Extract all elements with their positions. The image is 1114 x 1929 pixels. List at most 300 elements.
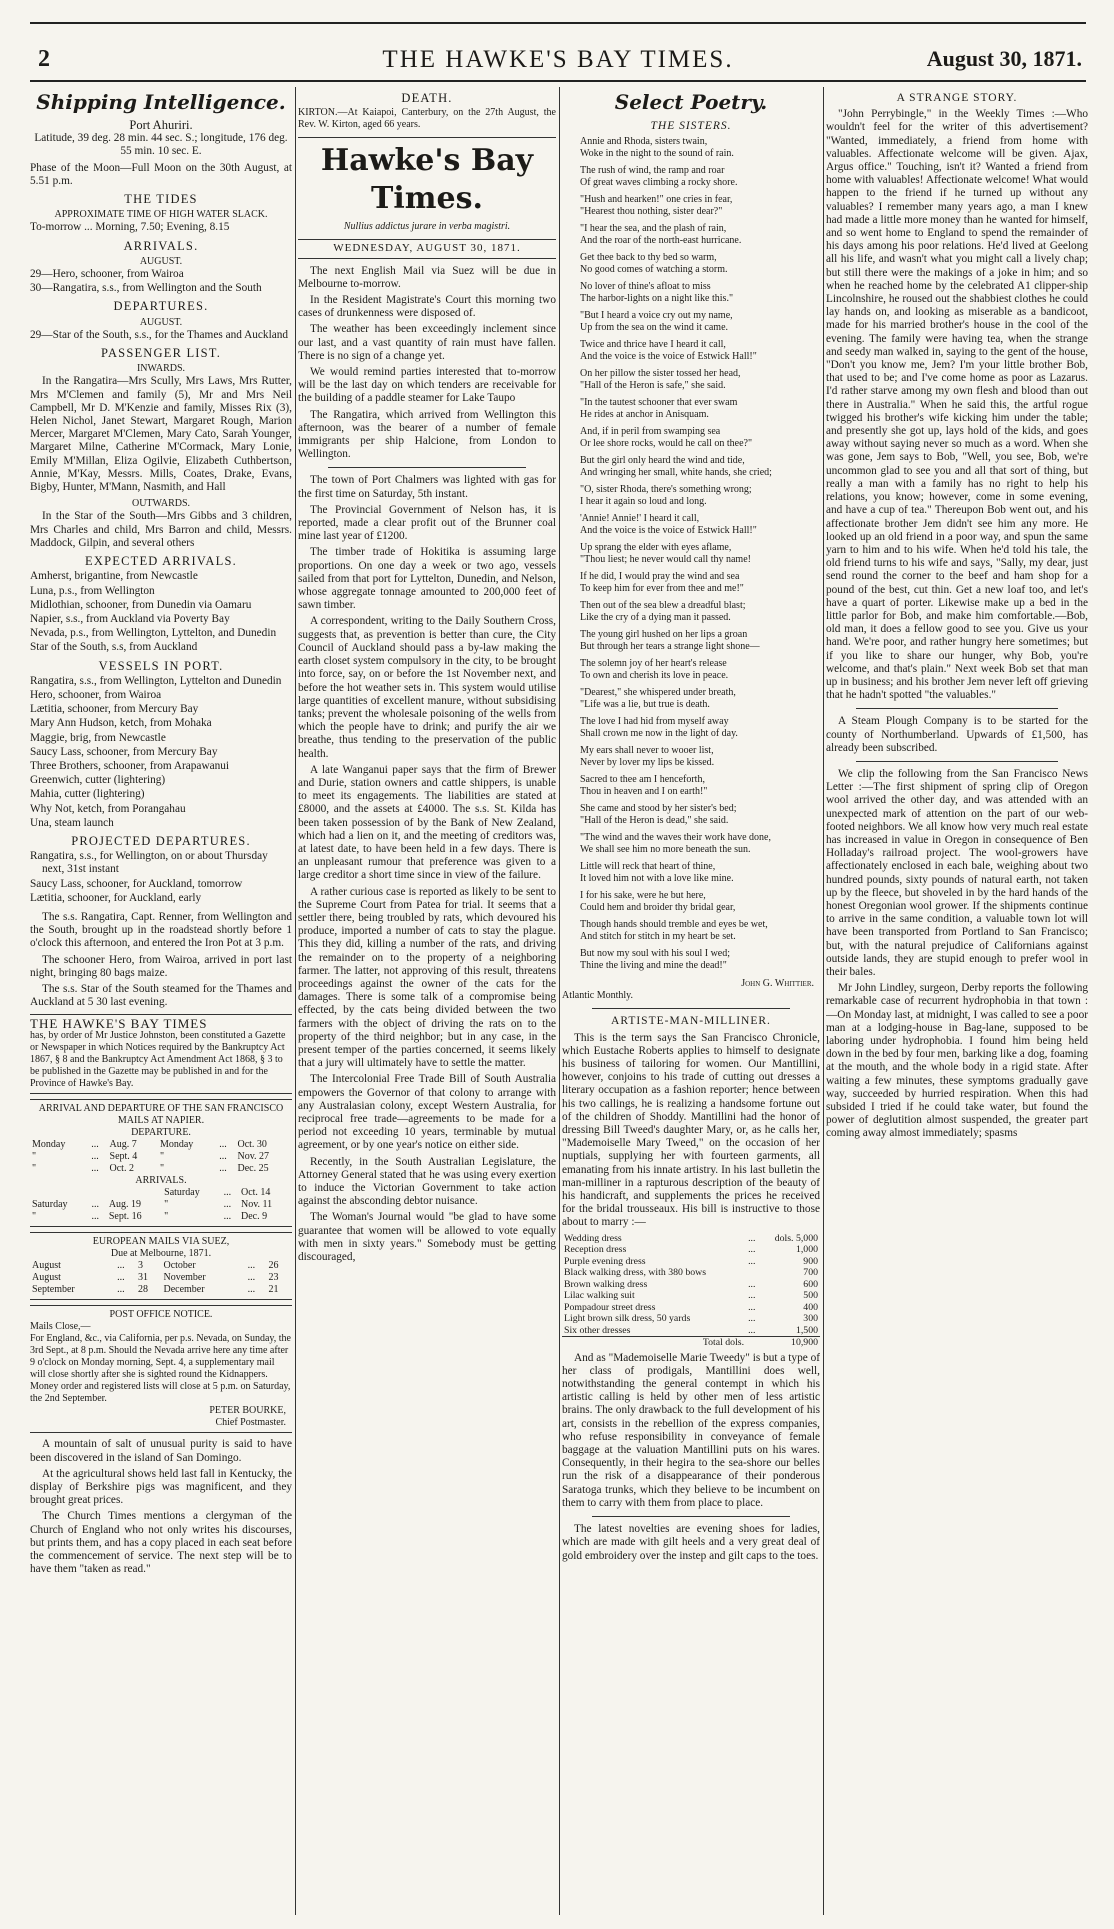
poem-line: No lover of thine's afloat to miss <box>580 281 711 293</box>
poem-stanza <box>580 397 820 421</box>
poem-stanza <box>580 252 820 276</box>
list-item: Lætitia, schooner, from Mercury Bay <box>30 703 199 716</box>
table-cell: Wedding dress <box>564 1232 622 1244</box>
poem-stanza <box>580 426 820 450</box>
editorial-paragraph: We would remind parties interested that to-morrow will be the last day on which tenders are receivable for the building of a paddle steamer for Lake Taupo <box>298 366 556 405</box>
poem-line: The harbor-lights on a night like this." <box>580 293 734 305</box>
table-row <box>562 1279 820 1291</box>
departures-month: AUGUST. <box>139 316 183 328</box>
poem-stanza <box>580 339 820 363</box>
table-cell: " <box>32 1151 37 1163</box>
news-paragraph: The Woman's Journal would "be glad to have some guarantee that women will be allowed to vote equally with men in sixty years." Somebody must be getting discouraged, <box>298 1211 556 1264</box>
poem-line: On her pillow the sister tossed her head, <box>580 368 741 380</box>
poem-line: The young girl hushed on her lips a groan <box>580 629 748 641</box>
table-row <box>562 1267 820 1279</box>
table-cell: 1,000 <box>795 1244 818 1256</box>
poem-stanza <box>580 861 820 885</box>
paper-motto: Nullius addictus jurare in verba magistri. <box>343 221 511 233</box>
table-cell: Sept. 16 <box>108 1211 142 1223</box>
table-cell: September <box>32 1284 75 1296</box>
list-item: Saucy Lass, schooner, from Mercury Bay <box>30 745 218 758</box>
poem-line: He rides at anchor in Anisquam. <box>580 409 709 421</box>
paper-title: THE HAWKE'S BAY TIMES. <box>382 46 734 73</box>
port-name: Port Ahuriri. <box>129 118 193 132</box>
poem-line: Sacred to thee am I henceforth, <box>580 774 705 786</box>
list-item: Rangatira, s.s., for Wellington, on or about Thursday next, 31st instant <box>30 850 268 876</box>
table-cell: ... <box>219 1151 227 1163</box>
table-cell: Brown walking dress <box>564 1278 648 1290</box>
gazette-notice <box>30 1014 292 1094</box>
table-row <box>30 1284 292 1296</box>
poem-stanza <box>580 136 820 160</box>
table-cell: Lilac walking suit <box>564 1290 635 1302</box>
section-divider <box>328 467 526 468</box>
passenger-title: PASSENGER LIST. <box>100 346 222 361</box>
post-title: POST OFFICE NOTICE. <box>109 1309 213 1321</box>
masthead-rule <box>30 80 1086 82</box>
poem-line: The rush of wind, the ramp and roar <box>580 165 725 177</box>
poem-line: And, if in peril from swamping sea <box>580 426 721 438</box>
table-cell: Monday <box>32 1139 66 1151</box>
poem-stanza <box>580 803 820 827</box>
mails-arrivals-table <box>30 1187 292 1223</box>
poem-line: Thine the living and mine the dead!" <box>580 960 727 972</box>
list-item: Greenwich, cutter (lightering) <box>30 774 166 787</box>
list-item: 29—Hero, schooner, from Wairoa <box>30 268 184 281</box>
outwards-label: OUTWARDS. <box>131 498 191 510</box>
list-item: Napier, s.s., from Auckland via Poverty Bay <box>30 612 230 625</box>
poem-line: "O, sister Rhoda, there's something wrong; <box>580 484 752 496</box>
table-cell <box>746 1337 760 1349</box>
poem-line: "But I heard a voice cry out my name, <box>580 310 733 322</box>
poem-line: No good comes of watching a storm. <box>580 264 728 276</box>
list-item: Hero, schooner, from Wairoa <box>30 688 162 701</box>
poem-line: Or lee shore rocks, would he call on thee?" <box>580 438 753 450</box>
expected-title: EXPECTED ARRIVALS. <box>85 554 237 569</box>
poem-stanza <box>580 629 820 653</box>
table-cell: Oct. 14 <box>240 1187 271 1199</box>
poem-line: To keep him for ever from thee and me!" <box>580 583 744 595</box>
list-item: Midlothian, schooner, from Dunedin via Oamaru <box>30 598 252 611</box>
table-cell: August <box>32 1260 61 1272</box>
news-paragraph: A Steam Plough Company is to be started for the county of Northumberland. Upwards of £1,500, has already been subscribed. <box>826 715 1088 754</box>
table-cell: Monday <box>159 1139 194 1151</box>
poem-line: My ears shall never to wooer list, <box>580 745 714 757</box>
list-item: Mary Ann Hudson, ketch, from Mohaka <box>30 717 212 730</box>
projected-title: PROJECTED DEPARTURES. <box>71 833 251 848</box>
table-cell: ... <box>219 1163 227 1175</box>
table-total-row <box>562 1337 820 1349</box>
arrivals-title: ARRIVALS. <box>123 238 199 253</box>
mails-title: ARRIVAL AND DEPARTURE OF THE SAN FRANCISCO MAILS AT NAPIER. <box>38 1103 284 1127</box>
list-item: Una, steam launch <box>30 816 114 829</box>
poem-line: "Thou liest; he never would call thy name! <box>580 554 751 566</box>
table-row <box>30 1139 292 1151</box>
poem-stanza <box>580 600 820 624</box>
column-divider <box>823 87 824 1915</box>
poem-line: Woke in the night to the sound of rain. <box>580 148 734 160</box>
table-row <box>30 1272 292 1284</box>
poem-line: And the voice is the voice of Estwick Hall!" <box>580 351 757 363</box>
section-divider <box>856 761 1058 762</box>
table-cell: 26 <box>268 1260 279 1272</box>
san-francisco-mails <box>30 1099 292 1227</box>
list-item: Lætitia, schooner, for Auckland, early <box>30 891 202 904</box>
table-cell: " <box>164 1199 169 1211</box>
list-item: Why Not, ketch, from Porangahau <box>30 802 186 815</box>
poem-line: We shall see him no more beneath the sun. <box>580 844 751 856</box>
news-paragraph: The Intercolonial Free Trade Bill of South Australia empowers the Governor of that colony to arrange with any Australasian colony, except Western Australia, for reciprocal free trade—agreements to be made for a period not exceeding 10 years, terminable by mutual agreement, or by one year's notice on either side. <box>298 1073 556 1152</box>
table-cell: 500 <box>803 1290 818 1302</box>
poem-line: "Dearest," she whispered under breath, <box>580 687 736 699</box>
gazette-notice-body: has, by order of Mr Justice Johnston, been constituted a Gazette or Newspaper in which Notices required by the Bankruptcy Act 1867, § 8 and the Bankruptcy Act Amendment Act 1868, § 3 to be published in the Gazette may be published in and for the Province of Hawke's Bay. <box>30 1030 286 1090</box>
poem-line: "Hall of the Heron is safe," she said. <box>580 380 726 392</box>
poem-stanza <box>580 571 820 595</box>
list-item: Maggie, brig, from Newcastle <box>30 731 166 744</box>
poem-source: Atlantic Monthly. <box>562 990 634 1002</box>
arrivals-month: AUGUST. <box>139 255 183 267</box>
table-cell: ... <box>91 1199 100 1211</box>
table-cell: 3 <box>138 1260 144 1272</box>
table-cell: ... <box>748 1244 756 1256</box>
news-paragraph: We clip the following from the San Francisco News Letter :—The first shipment of spring clip of Oregon wool arrived the other day, and was attended with an unexpected mark of attention on the part of our web-footed neighbors. We all know how very much real estate has increased in value in Oregon in consequence of Ben Holladay's railroad project. The wool-growers have affectionately enclosed in each bale, weighing about two hundred pounds, sixty pounds of natural earth, not taken up by the fleece, but shoveled in by the hard hands of the honest Oregonian wool grower. If the shipments continue to arrive in the same condition, a valuable town lot will have been transported from Portland to San Francisco; but, with the natural prejudice of Californians against outside lands, they are stupid enough to prefer wool in their bales. <box>826 767 1088 978</box>
mails-arrivals-label: ARRIVALS. <box>135 1175 187 1187</box>
table-row <box>562 1290 820 1302</box>
poem-line: The solemn joy of her heart's release <box>580 658 727 670</box>
poem-stanza <box>580 890 820 914</box>
news-paragraph: Mr John Lindley, surgeon, Derby reports the following remarkable case of recurrent hydrophobia in that town :—On Monday last, at midnight, I was called to see a poor man at a lodging-house in Bag-lane, supposed to be laboring under hydrophobia. I found him being held down in the bed by four men, barking like a dog, foaming at the mouth, and the whole body in a rigid state. After waiting a few minutes, these symptoms gradually gave way, succeeded by hurried respiration. When this had subsided I tried if he could take water, but found the power of deglutition almost suspended, the greater part coming away almost immediately; spasms <box>826 982 1088 1140</box>
vessels-title: VESSELS IN PORT. <box>98 658 224 673</box>
table-cell: 300 <box>803 1313 818 1325</box>
table-cell: Six other dresses <box>564 1324 631 1336</box>
table-cell: ... <box>223 1199 232 1211</box>
table-cell: ... <box>247 1260 256 1272</box>
poem-line: Twice and thrice have I heard it call, <box>580 339 726 351</box>
page-number: 2 <box>38 46 50 72</box>
poem-line: I for his sake, were he but here, <box>580 890 706 902</box>
poem-stanza <box>580 455 820 479</box>
section-divider <box>592 1008 790 1009</box>
poem-line: Up sprang the elder with eyes aflame, <box>580 542 732 554</box>
poem-line: "The wind and the waves their work have done, <box>580 832 771 844</box>
poem-line: Then out of the sea blew a dreadful blast; <box>580 600 746 612</box>
artiste-paragraph: And as "Mademoiselle Marie Tweedy" is but a type of her class of prodigals, Mantillini does well, notwithstanding the general contempt in which his artistic calling is held by other men of less artistic brains. The only drawback to the full development of his art, consists in the rebellion of the express companies, who refuse responsibility in conveyance of female baggage at the valuation Mantillini puts on his wares. Consequently, in their hegira to the sea-shore our belles run the risk of a disappearance of their ponderous Saratoga trunks, which they believe to be incumbent on them to carry with them from place to place. <box>562 1351 820 1509</box>
poetry-heading: Select Poetry. <box>614 90 768 114</box>
editorial-paragraph: The weather has been exceedingly inclement since our last, and a vast quantity of rain must have fallen. There is no sign of a change yet. <box>298 323 556 362</box>
poem-stanza <box>580 542 820 566</box>
table-cell: Light brown silk dress, 50 yards <box>564 1313 691 1325</box>
euro-mails-title: EUROPEAN MAILS VIA SUEZ, <box>92 1236 230 1248</box>
list-item: Luna, p.s., from Wellington <box>30 584 155 597</box>
mails-departure-table <box>30 1139 292 1175</box>
table-row <box>562 1302 820 1314</box>
inwards-list: In the Rangatira—Mrs Scully, Mrs Laws, Mrs Rutter, Mrs M'Clemen and family (5), Mr and Mrs Neil Campbell, Mr D. M'Kenzie and family, Misses Rix (3), Helen Nichol, Janet Stewart, Margaret Rough, Marion Mercer, Margaret M'Clemen, Mary Cato, Sarah Younger, Margaret Milne, Catherine M'Cormack, Mary Lonie, Emily M'Millan, Eliza Ogilvie, Elizabeth Cuthbertson, Annie, M'Kay, Messrs. Mills, Coates, Drake, Evans, Bigby, Hunter, M'Mann, Nasmith, and Hall <box>30 375 292 494</box>
news-paragraph: The town of Port Chalmers was lighted with gas for the first time on Saturday, 5th instant. <box>298 474 556 500</box>
table-cell: ... <box>748 1255 756 1267</box>
table-cell: Reception dress <box>564 1244 627 1256</box>
tides-title: THE TIDES <box>124 192 198 207</box>
table-cell: 900 <box>803 1255 818 1267</box>
table-cell: Dec. 25 <box>237 1163 269 1175</box>
table-row <box>30 1260 292 1272</box>
column-3 <box>562 87 820 1919</box>
table-cell: ... <box>748 1301 756 1313</box>
table-row <box>30 1199 292 1211</box>
list-item: Nevada, p.s., from Wellington, Lyttelton, and Dunedin <box>30 627 277 640</box>
poem-stanza <box>580 687 820 711</box>
post-signature-title: Chief Postmaster. <box>215 1417 286 1429</box>
death-notice: KIRTON.—At Kaiapoi, Canterbury, on the 27th August, the Rev. W. Kirton, aged 66 years. <box>298 107 556 131</box>
table-cell: Nov. 11 <box>240 1199 273 1211</box>
table-cell: " <box>159 1151 165 1163</box>
story-title: A STRANGE STORY. <box>896 92 1018 104</box>
news-paragraph: A late Wanganui paper says that the firm of Brewer and Durie, station owners and cattle shippers, is unable to meet its engagements. The liabilities are stated at £8000, and the assets at £4000. The s.s. St. Kilda has been taken possession of by the Bank of New Zealand, which had a lien on it, and the meeting of creditors was, at latest date, to have been held in a few days. There is an unpleasant rumour that preference was given to a large creditor a short time since in view of the failure. <box>298 763 556 882</box>
column-divider <box>295 87 296 1915</box>
list-item: Mahia, cutter (lightering) <box>30 788 145 801</box>
list-item: Saucy Lass, schooner, for Auckland, tomorrow <box>30 877 243 890</box>
table-cell: Saturday <box>32 1199 68 1211</box>
table-cell: 400 <box>803 1301 818 1313</box>
artiste-paragraph: This is the term says the San Francisco Chronicle, which Eustache Roberts applies to himself to designate his business of tailoring for women. Our Mantillini, however, conjoins to his trade of cutting out dresses a literary occupation as a fashion reporter; hence between his two callings, he is realizing a handsome fortune out of the children of Shoddy. Mantillini had the honor of dressing Bill Tweed's daughter Mary, or, as he calls her, "Mademoiselle Mary Tweed," on the occasion of her nuptials, supplying her with fourteen garments, all emanating from his innate artistry. In his last bulletin the man-milliner in a rapturous description of the beauty of his handicraft, and supplements the prices he received for the bridal trousseaux. His bill is instructive to those about to marry :— <box>562 1031 820 1229</box>
port-position: Latitude, 39 deg. 28 min. 44 sec. S.; longitude, 176 deg. 55 min. 10 sec. E. <box>34 132 288 158</box>
table-row <box>562 1313 820 1325</box>
table-cell: 31 <box>138 1272 149 1284</box>
poem-stanza <box>580 832 820 856</box>
news-paragraph: The latest novelties are evening shoes for ladies, which are made with gilt heels and a very great deal of gold embroidery over the instep and gilt caps to the toes. <box>562 1523 820 1562</box>
poem-stanza <box>580 223 820 247</box>
shipping-paragraph: The s.s. Star of the South steamed for the Thames and Auckland at 5 30 last evening. <box>30 982 292 1009</box>
table-cell: August <box>32 1272 61 1284</box>
death-title: DEATH. <box>401 91 453 105</box>
table-cell: 1,500 <box>795 1324 818 1336</box>
table-cell: Sept. 4 <box>109 1151 138 1163</box>
table-cell: ... <box>117 1284 125 1296</box>
euro-mails-table <box>30 1260 292 1296</box>
table-cell <box>107 1187 162 1199</box>
table-cell: " <box>32 1163 37 1175</box>
poem-stanza <box>580 484 820 508</box>
euro-mails-subtitle: Due at Melbourne, 1871. <box>110 1248 212 1260</box>
poem-line: "Hearest thou nothing, sister dear?" <box>580 206 723 218</box>
column-divider <box>559 87 560 1915</box>
table-row <box>30 1163 292 1175</box>
tides-line: To-morrow ... Morning, 7.50; Evening, 8.15 <box>30 221 230 234</box>
table-cell: Aug. 7 <box>109 1139 137 1151</box>
table-cell: Dec. 9 <box>240 1211 268 1223</box>
table-cell: ... <box>91 1151 99 1163</box>
shipping-paragraph: The s.s. Rangatira, Capt. Renner, from Wellington and the South, brought up in the roadstead shortly before 1 o'clock this afternoon, and entered the Iron Pot at 3 p.m. <box>30 910 292 950</box>
poem-line: "I hear the sea, and the plash of rain, <box>580 223 727 235</box>
poem-line: "Life was a lie, but true is death. <box>580 699 710 711</box>
paper-name-heading: Hawke's Bay Times. <box>298 137 556 218</box>
table-cell: 21 <box>268 1284 279 1296</box>
gazette-notice-title: THE HAWKE'S BAY TIMES <box>30 1016 208 1032</box>
table-row <box>30 1211 292 1223</box>
poem-line: Thou in heaven and I on earth!" <box>580 786 708 798</box>
list-item: 29—Star of the South, s.s., for the Thames and Auckland <box>30 328 289 341</box>
editorial-dateline: WEDNESDAY, AUGUST 30, 1871. <box>298 239 556 258</box>
poem-line: And the roar of the north-east hurricane. <box>580 235 742 247</box>
table-cell: ... <box>91 1163 99 1175</box>
poem-line: It loved him not with a love like mine. <box>580 873 734 885</box>
table-cell: October <box>163 1260 196 1272</box>
table-cell <box>90 1187 107 1199</box>
table-cell: 28 <box>138 1284 149 1296</box>
poem-line: To own and cherish its love in peace. <box>580 670 729 682</box>
table-cell: 23 <box>268 1272 279 1284</box>
table-cell: Black walking dress, with 380 bows <box>564 1267 707 1279</box>
post-note: Money order and registered lists will close at 5 p.m. on Saturday, the 2nd September. <box>30 1381 291 1405</box>
poem-line: The love I had hid from myself away <box>580 716 729 728</box>
list-item: Amherst, brigantine, from Newcastle <box>30 570 198 583</box>
post-signature: PETER BOURKE, <box>209 1405 286 1417</box>
european-mails <box>30 1232 292 1300</box>
news-paragraph: A correspondent, writing to the Daily Southern Cross, suggests that, as prevention is better than cure, the City Council of Auckland should pass a by-law making the earth closet system compulsory in the city, to be brought into force, say, on or before the 1st November next, and before the hot weather sets in. This system would utilise large quantities of excellent manure, without subsidising tanks; prevent the wholesale poisoning of the wells from which the people have to drink; and purify the air we breathe, thus tending to the preservation of the public health. <box>298 615 556 760</box>
poem-stanza <box>580 368 820 392</box>
table-cell: November <box>163 1272 206 1284</box>
poem-line: Little will reck that heart of thine, <box>580 861 716 873</box>
table-cell: ... <box>748 1313 756 1325</box>
poem-line: Like the cry of a dying man it passed. <box>580 612 731 624</box>
poem-line: I hear it again so loud and long. <box>580 496 707 508</box>
poem-line: Of great waves climbing a rocky shore. <box>580 177 738 189</box>
news-paragraph: At the agricultural shows held last fall in Kentucky, the display of Berkshire pigs was magnificent, and they brought great prices. <box>30 1467 292 1507</box>
list-item: Three Brothers, schooner, from Arapawanui <box>30 759 230 772</box>
list-item: Rangatira, s.s., from Wellington, Lyttelton and Dunedin <box>30 674 282 687</box>
poem-line: But now my soul with his soul I wed; <box>580 948 731 960</box>
poem-stanza <box>580 774 820 798</box>
poem-line: 'Annie! Annie!' I heard it call, <box>580 513 700 525</box>
poem-stanza <box>580 513 820 537</box>
table-cell <box>746 1267 760 1279</box>
table-cell: ... <box>117 1272 125 1284</box>
table-cell: ... <box>748 1232 756 1244</box>
section-divider <box>592 1516 790 1517</box>
table-cell: ... <box>748 1278 756 1290</box>
table-row <box>30 1151 292 1163</box>
table-cell: 600 <box>803 1278 818 1290</box>
inwards-label: INWARDS. <box>136 363 186 375</box>
table-cell: Pompadour street dress <box>564 1301 656 1313</box>
column-4 <box>826 87 1088 1919</box>
poem-line: And the voice is the voice of Estwick Hall!" <box>580 525 757 537</box>
table-cell: Saturday <box>164 1187 200 1199</box>
list-item: Star of the South, s.s, from Auckland <box>30 641 198 654</box>
poem-stanza <box>580 658 820 682</box>
poem-stanza <box>580 310 820 334</box>
poem-line: Could hem and broider thy bridal gear, <box>580 902 736 914</box>
story-paragraph: "John Perrybingle," in the Weekly Times :—Who wouldn't feel for the writer of this advertisement? "Wanted, immediately, a friend from home with valuables. Affectionate welcome will be given. Ajax, Argus office." Touching, isn't it? Wanted a friend from home with valuables! Affectionate welcome! What would happen to the friend if he turned up without any valuables? I remember many years ago, a man I knew had made a little more money than he wanted for himself, and so went home to England to spend the remainder of his days among his poor relations. He'd lived at Geelong all his life, and wasn't what you might call a lively chap; but still there were the makings of a joke in him; and so when he reached home by the celebrated A1 clipper-ship Lincolnshire, he roused out the shabbiest clothes he could lay hands on, and looking as miserable as a bandicoot, made for his married brother's house in the cool of the evening. The family were having tea, when the strange and seedy man walked in, saying to the gent of the house, "Don't you know me, Jem? I'm your little brother Bob, that used to be; and I've come home as poor as Lazarus. I'd rather starve among my own flesh and blood than out there in Australia." When he said this, the artful rogue twigged his brother's wife kicking him under the table; and presently she got up, lays hold of the kids, and goes away without saying never so much as a word. When she was gone, Jem says to Bob, "Well, you see, Bob, we're uncommon glad to see you and all that sort of thing, but really a man with a family has no right to help his relations, you know; however, come in some evening, and have a cup of tea." Thereupon Bob went out, and his affectionate brother Jem didn't see him any more. He looked up an old friend in a poor way, and spun the same yarn to him and to his wife. When he'd told his tale, the old friend turns to his wife and says, "Sally, my dear, just send round the corner to the beef and ham shop for a pound of the best, cut thin. Get a new loaf too, and let's have a quart of porter. Likewise make up a bed in the little parlor for Bob, and make him comfortable.—Bob, old man, it does a fellow good to see you. Give us your hand. We're poor, and rather hungry here sometimes; but if you like to share our hunger, why Bob, you're welcome, and that's plain." Next week Bob set that man up in business; and his brother Jem never left off grieving that he hadn't spotted "the valuables." <box>826 108 1088 702</box>
table-cell: Aug. 19 <box>108 1199 142 1211</box>
table-cell: dols. 5,000 <box>774 1232 818 1244</box>
post-body: For England, &c., via California, per p.s. Nevada, on Sunday, the 3rd Sept., at 8 p.m. Should the Nevada arrive here any time after 9 o'clock on Monday morning, Sept. 4, a supplementary mail will close shortly after she is sighted round the Kidnappers. <box>30 1333 291 1381</box>
poem-stanza <box>580 745 820 769</box>
post-close: Mails Close,— <box>30 1321 91 1333</box>
poem-line: And wringing her small, white hands, she cried; <box>580 467 772 479</box>
poem-line: But through her tears a strange light shone— <box>580 641 760 653</box>
table-cell: ... <box>223 1211 232 1223</box>
news-paragraph: Recently, in the South Australian Legislature, the Attorney General stated that he was using every exertion to induce the Victorian Government to take action against the absconding debtor nuisance. <box>298 1155 556 1208</box>
poem-line: Though hands should tremble and eyes be wet, <box>580 919 768 931</box>
poem-line: Annie and Rhoda, sisters twain, <box>580 136 708 148</box>
outwards-list: In the Star of the South—Mrs Gibbs and 3 children, Mrs Charles and child, Mrs Barron and child, Messrs. Maddock, Gilpin, and several others <box>30 510 292 549</box>
moon-phase: Phase of the Moon—Full Moon on the 30th August, at 5.51 p.m. <box>30 161 292 187</box>
shipping-paragraph: The schooner Hero, from Wairoa, arrived in port last night, bringing 80 bags maize. <box>30 953 292 979</box>
poem-stanza <box>580 919 820 943</box>
table-row <box>562 1244 820 1256</box>
poem-stanza <box>580 281 820 305</box>
poem-line: She came and stood by her sister's bed; <box>580 803 737 815</box>
tides-subtitle: APPROXIMATE TIME OF HIGH WATER SLACK. <box>54 209 268 221</box>
news-paragraph: A rather curious case is reported as likely to be sent to the Supreme Court from Patea for trial. It seems that a settler there, being troubled by rats, which devoured his produce, imported a number of cats to stay the plague. This they did, killing a number of the rats, and driving the remainder on to the property of a neighboring farmer. The latter, not approving of this result, threatens proceedings against the owner of the cats for the damages. There is some talk of a compromise being effected, by the cats being divided between the two farmers with the object of driving the rats on to the property of the third neighbor; but in any case, in the present temper of the parties concerned, it seems likely that a jury will ultimately have to settle the matter. <box>298 885 556 1070</box>
table-cell: " <box>164 1211 169 1223</box>
table-cell: ... <box>247 1284 256 1296</box>
poem-line: "Hush and hearken!" one cries in fear, <box>580 194 733 206</box>
table-row <box>30 1187 292 1199</box>
poem-body <box>562 136 820 972</box>
editorial-paragraph: The next English Mail via Suez will be due in Melbourne to-morrow. <box>298 264 556 290</box>
table-row <box>562 1325 820 1337</box>
poem-stanza <box>580 716 820 740</box>
table-cell: 10,900 <box>760 1337 820 1349</box>
news-paragraph: The Church Times mentions a clergyman of the Church of England who not only writes his discourses, but prints them, and has a copy placed in each seat before the commencement of service. The next step will be to have them "taken as read." <box>30 1510 292 1576</box>
poem-author: John G. Whittier. <box>741 978 814 990</box>
poem-line: Never by lover my lips be kissed. <box>580 757 715 769</box>
poem-stanza <box>580 165 820 189</box>
table-cell: ... <box>91 1139 99 1151</box>
dress-price-table <box>562 1233 820 1349</box>
list-item: 30—Rangatira, s.s., from Wellington and the South <box>30 282 262 295</box>
table-cell: ... <box>247 1272 256 1284</box>
table-cell: ... <box>91 1211 100 1223</box>
table-cell <box>30 1187 90 1199</box>
table-cell: ... <box>219 1139 227 1151</box>
editorial-paragraph: The Rangatira, which arrived from Wellington this afternoon, was the bearer of a number of female immigrants per ship Halcione, from London to Wellington. <box>298 408 556 461</box>
column-2 <box>298 87 556 1919</box>
mails-departure-label: DEPARTURE. <box>131 1127 191 1139</box>
news-paragraph: A mountain of salt of unusual purity is said to have been discovered in the island of San Domingo. <box>30 1438 292 1464</box>
poem-line: "In the tautest schooner that ever swam <box>580 397 738 409</box>
departures-title: DEPARTURES. <box>113 299 209 314</box>
news-paragraph: The timber trade of Hokitika is assuming large proportions. On one day a week or two ago, vessels sailed from that port for Lyttelton, Dunedin, and Nelson, whose aggregate tonnage amounted to 200,000 feet of sawn timber. <box>298 546 556 612</box>
poem-line: If he did, I would pray the wind and sea <box>580 571 740 583</box>
issue-date: August 30, 1871. <box>926 46 1082 71</box>
poem-stanza <box>580 948 820 972</box>
table-cell: " <box>32 1211 37 1223</box>
poem-stanza <box>580 194 820 218</box>
news-paragraph: The Provincial Government of Nelson has, it is reported, made a clear profit out of the Brunner coal mine last year of £1200. <box>298 503 556 543</box>
table-cell: Purple evening dress <box>564 1255 646 1267</box>
shipping-heading: Shipping Intelligence. <box>36 90 286 114</box>
table-cell: Nov. 27 <box>237 1151 270 1163</box>
post-office-notice <box>30 1305 292 1433</box>
editorial-paragraph: In the Resident Magistrate's Court this morning two cases of drunkenness were disposed of. <box>298 294 556 320</box>
top-rule <box>30 22 1086 24</box>
poem-line: Get thee back to thy bed so warm, <box>580 252 717 264</box>
poem-line: And stitch for stitch in my heart be set. <box>580 931 736 943</box>
table-cell: December <box>163 1284 205 1296</box>
table-row <box>562 1256 820 1268</box>
column-1 <box>30 87 292 1919</box>
poem-line: Up from the sea on the wind it came. <box>580 322 729 334</box>
table-cell: Oct. 30 <box>237 1139 267 1151</box>
table-cell: ... <box>748 1324 756 1336</box>
table-cell: " <box>159 1163 165 1175</box>
table-row <box>562 1233 820 1245</box>
poem-title: THE SISTERS. <box>650 120 732 132</box>
section-divider <box>856 708 1058 709</box>
table-cell: ... <box>117 1260 125 1272</box>
